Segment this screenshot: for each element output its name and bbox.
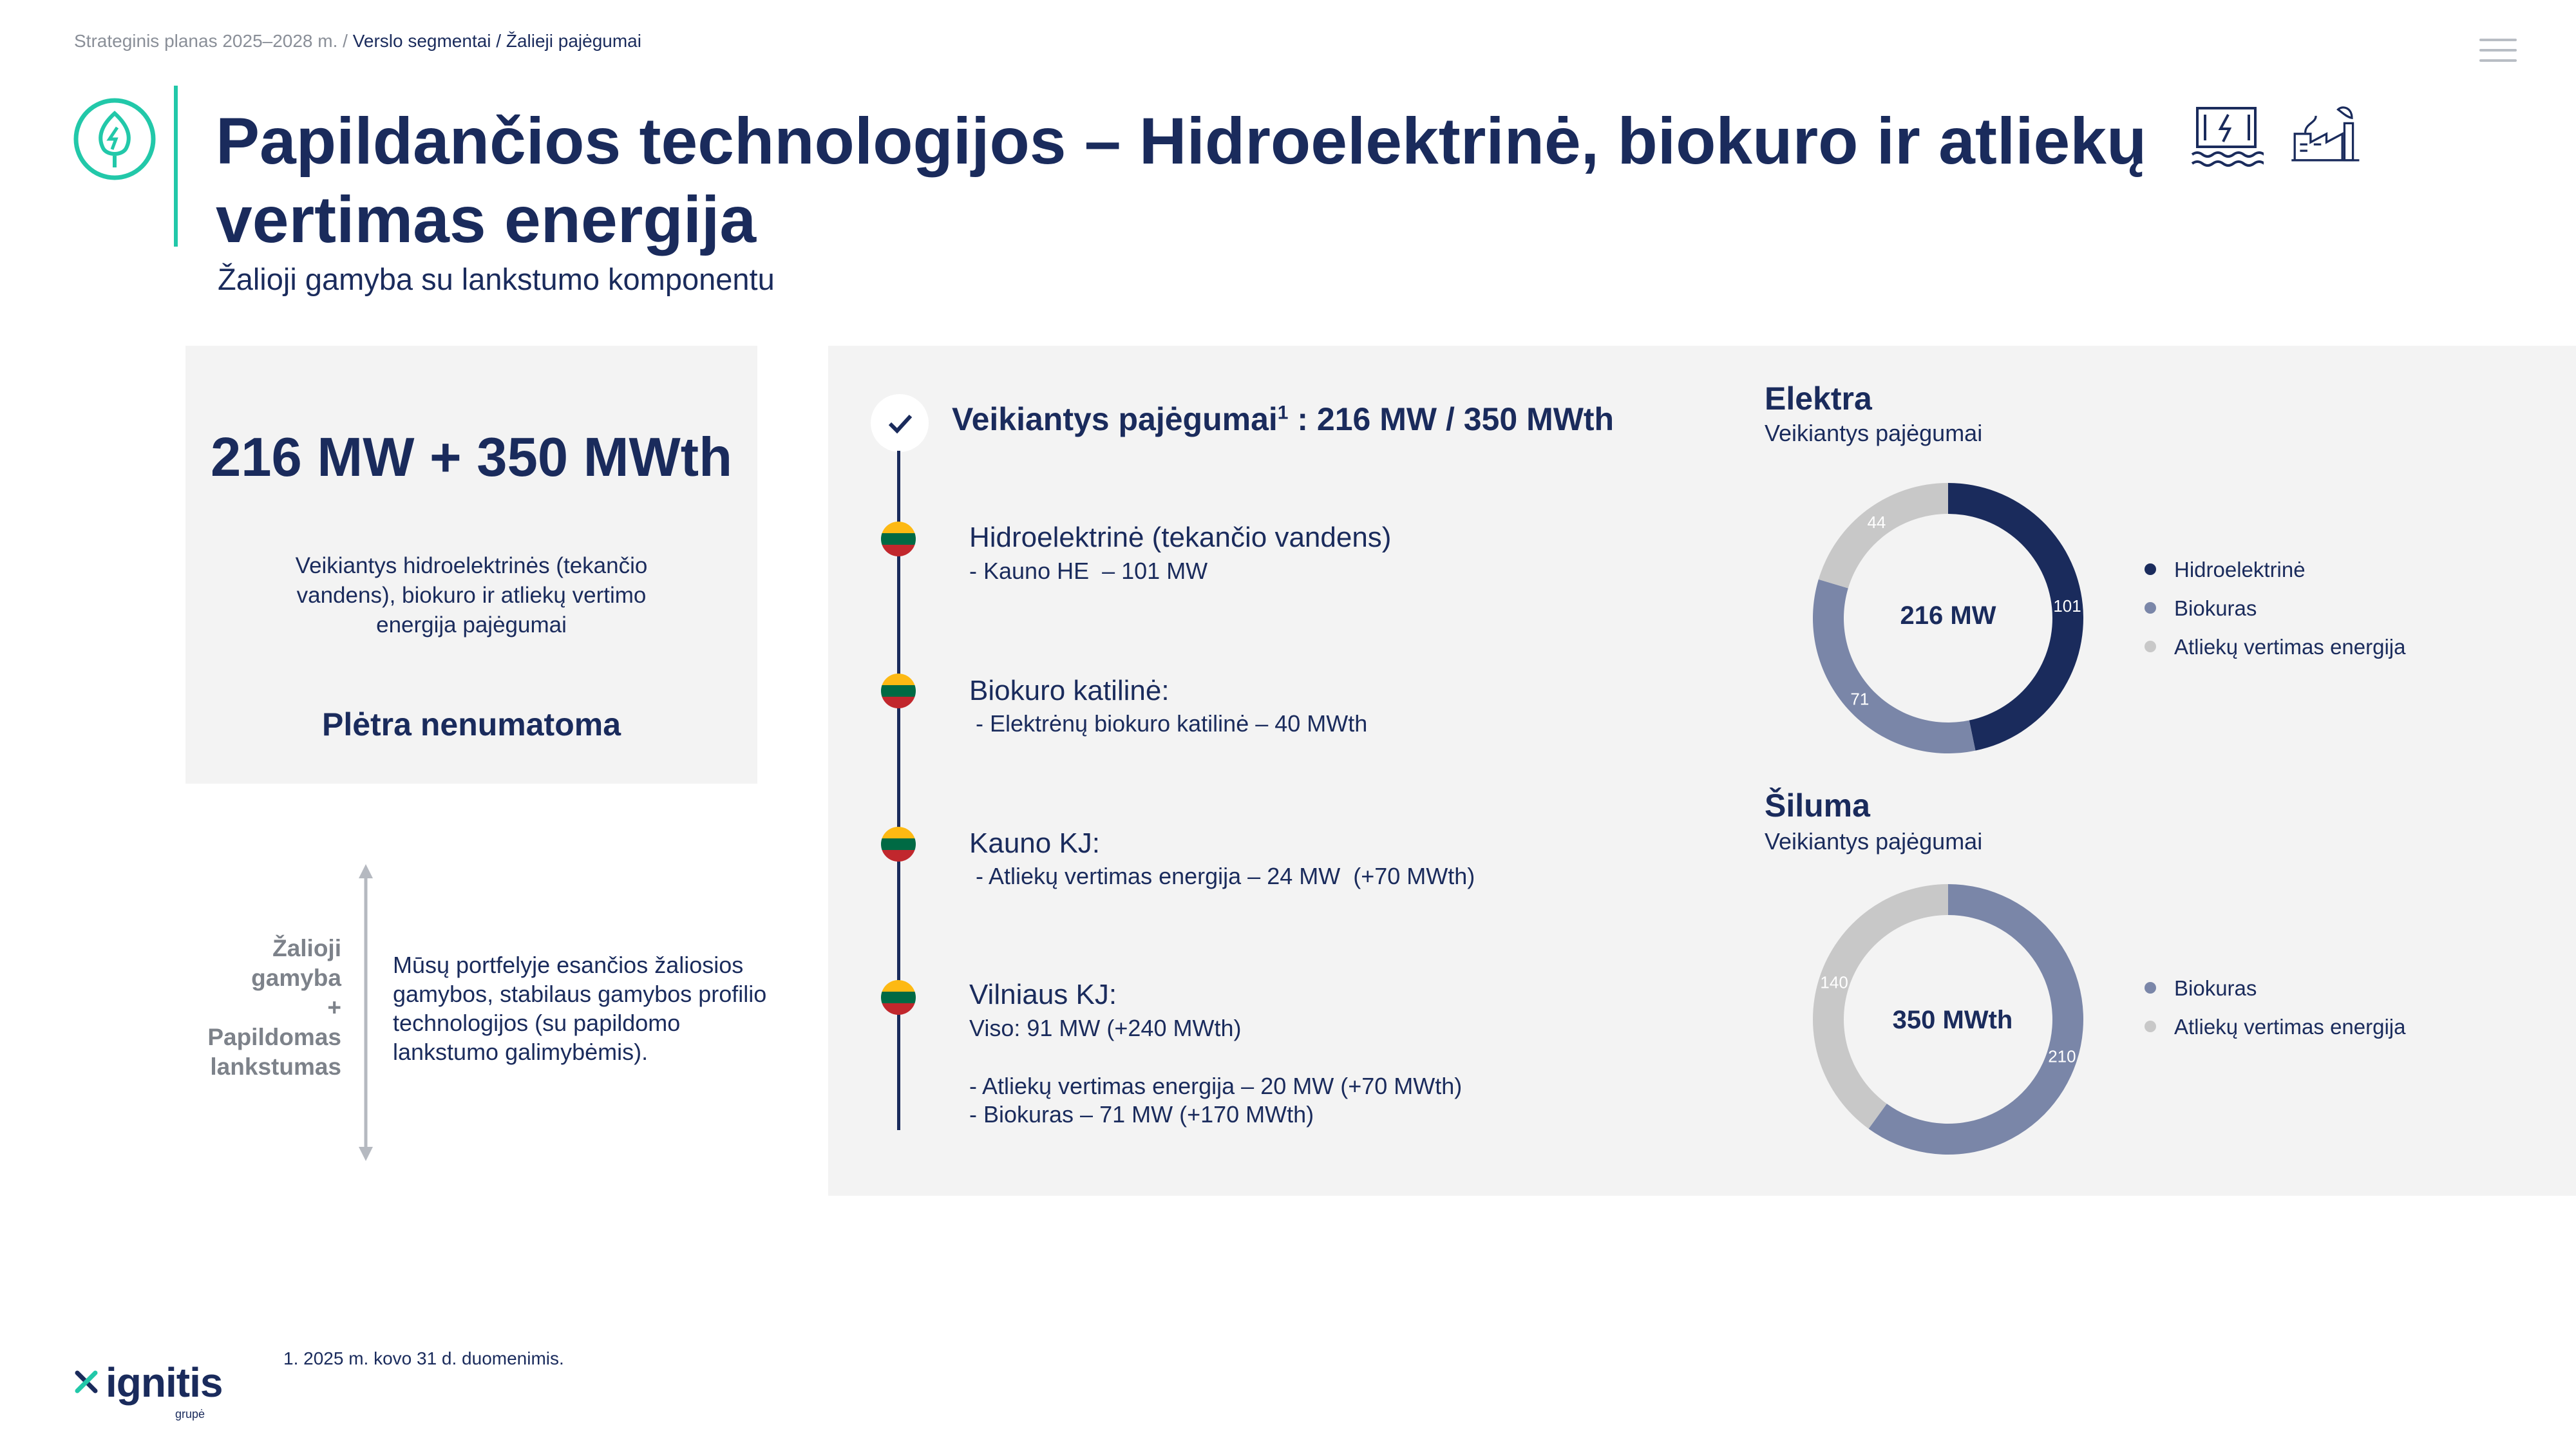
chart-heat-title: Šiluma — [1765, 788, 1870, 824]
donut-data-label-2: 44 — [1867, 512, 1886, 532]
chart-heat-subtitle: Veikiantys pajėgumai — [1765, 828, 1983, 854]
logo-mark-icon — [72, 1368, 100, 1396]
legend-item: Biokuras — [2145, 976, 2406, 1001]
leaf-energy-icon — [72, 97, 157, 182]
item-kaunas-heading: Kauno KJ: — [969, 827, 1101, 859]
hydro-plant-icon — [2190, 95, 2264, 171]
item-vilnius-total: Viso: 91 MW (+240 MWth) — [969, 1015, 1242, 1041]
operating-capacity-title: Veikiantys pajėgumai$^1$ : 216 MW / 350 MWth — [952, 401, 1615, 437]
summary-description: Veikiantys hidroelektrinės (tekančio vandens), biokuro ir atliekų vertimo energija pajėgumai — [295, 553, 648, 637]
donut-data-label-1: 140 — [1820, 972, 1848, 992]
double-arrow-icon — [357, 863, 374, 1162]
item-hydro-line: - Kauno HE – 101 MW — [969, 558, 1208, 584]
footnote: 1. 2025 m. kovo 31 d. duomenimis. — [283, 1348, 564, 1368]
lithuania-flag-icon — [881, 827, 916, 862]
lithuania-flag-icon — [881, 674, 916, 708]
electricity-center-label: 216 MW — [1900, 601, 1996, 630]
breadcrumb-current[interactable]: Verslo segmentai / Žalieji pajėgumai — [352, 31, 641, 51]
heat-legend — [2145, 976, 2406, 1039]
total-capacity-value: 216 MW + 350 MWth — [210, 427, 733, 488]
chart-electricity-subtitle: Veikiantys pajėgumai — [1765, 420, 1983, 446]
legend-item: Atliekų vertimas energija — [2145, 635, 2406, 659]
lithuania-flag-icon — [881, 522, 916, 556]
operating-capacity-panel — [828, 346, 2576, 1196]
biomass-plant-icon — [2289, 95, 2363, 171]
item-vilnius-biofuel: - Biokuras – 71 MW (+170 MWth) — [969, 1101, 1314, 1128]
title-accent-bar — [174, 86, 178, 247]
check-icon — [871, 394, 929, 452]
breadcrumb — [74, 31, 641, 52]
donut-data-label-1: 71 — [1850, 689, 1870, 709]
legend-item: Biokuras — [2145, 596, 2406, 621]
electricity-legend — [2145, 558, 2406, 659]
item-vilnius-waste: - Atliekų vertimas energija – 20 MW (+70 MWth) — [969, 1073, 1463, 1099]
axis-label: Žalioji gamyba + Papildomas lankstumas — [207, 935, 341, 1080]
portfolio-description: Mūsų portfelyje esančios žaliosios gamybos, stabilaus gamybos profilio technologijos (su papildomo lankstumo galimybėmis). — [393, 952, 767, 1065]
heat-center-label: 350 MWth — [1892, 1006, 2013, 1034]
item-kaunas-line: - Atliekų vertimas energija – 24 MW (+70 MWth) — [969, 863, 1475, 889]
page-title: Papildančios technologijos – Hidroelektrinė, biokuro ir atliekų vertimas energija — [216, 104, 2147, 256]
item-vilnius-heading: Vilniaus KJ: — [969, 979, 1117, 1010]
donut-data-label-0: 210 — [2048, 1046, 2076, 1066]
check-badge — [871, 394, 929, 452]
lithuania-flag-icon — [881, 980, 916, 1015]
hamburger-menu-icon[interactable] — [2479, 39, 2517, 64]
item-biofuel-line: - Elektrėnų biokuro katilinė – 40 MWth — [969, 710, 1368, 737]
legend-item: Hidroelektrinė — [2145, 558, 2406, 582]
legend-item: Atliekų vertimas energija — [2145, 1015, 2406, 1039]
page-subtitle: Žalioji gamyba su lankstumo komponentu — [218, 262, 775, 296]
item-hydro-heading: Hidroelektrinė (tekančio vandens) — [969, 522, 1392, 553]
item-biofuel-heading: Biokuro katilinė: — [969, 675, 1170, 706]
breadcrumb-root[interactable]: Strateginis planas 2025–2028 m. / — [74, 31, 348, 51]
chart-electricity-title: Elektra — [1765, 381, 1872, 417]
donut-slice-2 — [1819, 483, 1948, 589]
donut-data-label-0: 101 — [2053, 596, 2081, 616]
expansion-note: Plėtra nenumatoma — [321, 706, 621, 742]
